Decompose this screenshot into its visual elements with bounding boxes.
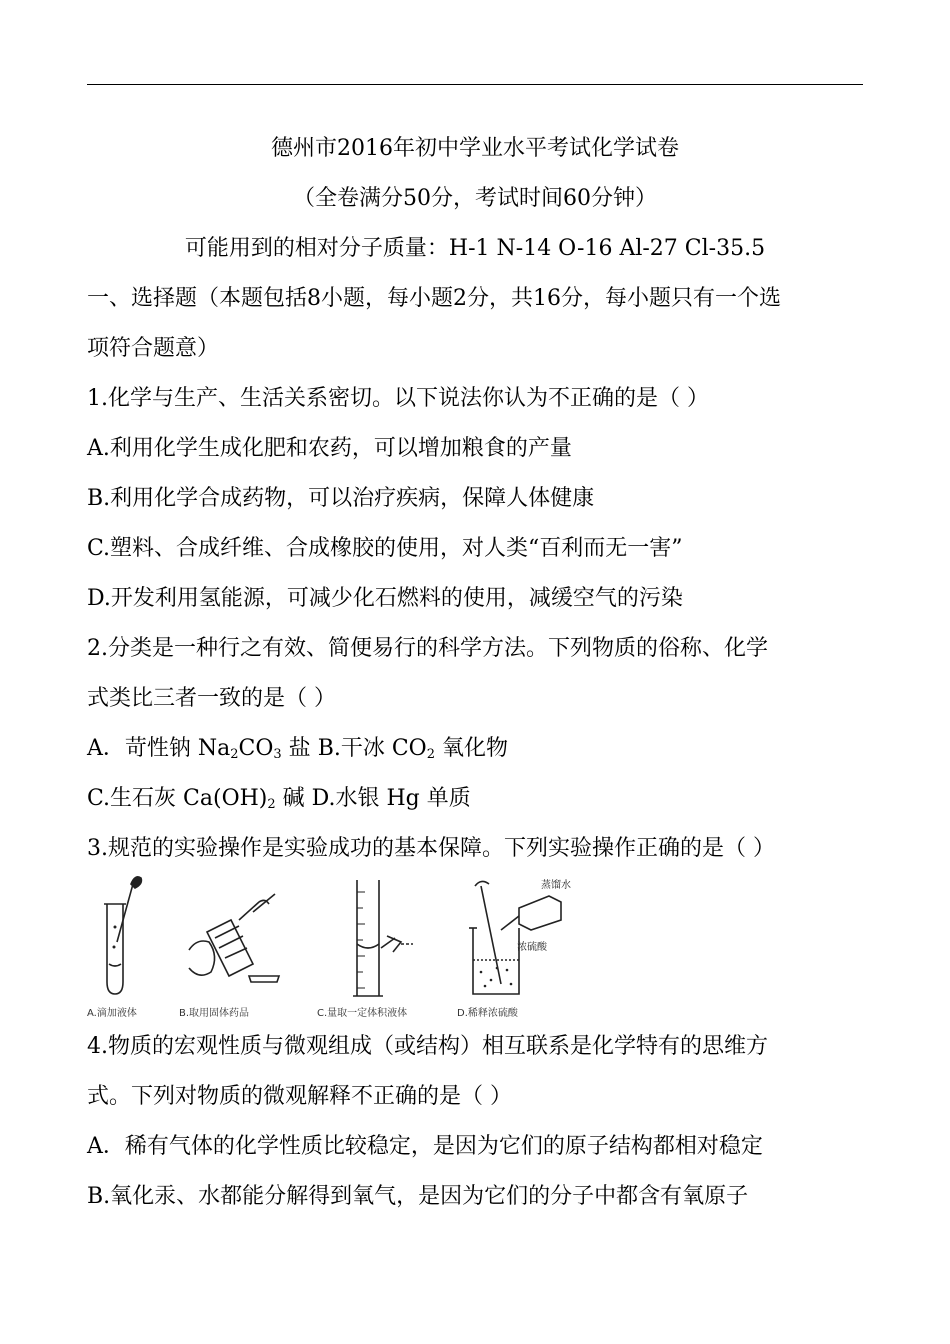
q4-option-b: B.氧化汞、水都能分解得到氧气，是因为它们的分子中都含有氧原子 [87,1184,749,1209]
q1-option-b: B.利用化学合成药物，可以治疗疾病，保障人体健康 [87,486,595,511]
relative-masses: 可能用到的相对分子质量：H-1 N-14 O-16 Al-27 Cl-35.5 [184,236,766,261]
q1-option-d: D.开发利用氢能源，可减少化石燃料的使用，减缓空气的污染 [87,586,683,611]
fig-a-dropping-liquid [87,872,175,1022]
q2-option-b: B.干冰 $CO_2$ 氧化物 [317,736,508,762]
fig-c-measuring-liquid [317,872,427,1022]
header-rule [87,84,863,85]
section-heading-line1: 一、选择题（本题包括8小题，每小题2分，共16分，每小题只有一个选 [87,286,781,311]
beaker-dilution-illustration [457,872,577,1002]
q1-stem: 1.化学与生产、生活关系密切。以下说法你认为不正确的是（ ） [87,386,709,411]
label-concentrated-acid: 浓硫酸 [517,942,547,953]
q2-option-d: D.水银 Hg 单质 [311,786,471,811]
fig-d-diluting-acid [457,872,577,1022]
hand-bottle-illustration [179,872,289,1002]
fig-d-caption: D.稀释浓硫酸 [457,1008,518,1019]
q2-options-cd [87,783,867,821]
fig-b-caption: B.取用固体药品 [179,1008,250,1019]
q3-figures [87,872,571,1022]
q1-option-a: A.利用化学生成化肥和农药，可以增加粮食的产量 [87,436,572,461]
q2-option-a: A．苛性钠 $Na_2CO_3$ 盐 [87,736,318,762]
q4-stem-line2: 式。下列对物质的微观解释不正确的是（ ） [87,1084,512,1109]
graduated-cylinder-illustration [317,872,427,1002]
fig-a-caption: A.滴加液体 [87,1008,137,1019]
fig-b-taking-solid [179,872,289,1022]
q4-stem-line1: 4.物质的宏观性质与微观组成（或结构）相互联系是化学特有的思维方 [87,1034,768,1059]
q2-options-ab [87,733,867,771]
q3-stem: 3.规范的实验操作是实验成功的基本保障。下列实验操作正确的是（ ） [87,836,775,861]
fig-c-caption: C.量取一定体积液体 [317,1008,408,1019]
dropper-test-tube-illustration [87,872,175,1002]
q2-stem-line1: 2.分类是一种行之有效、简便易行的科学方法。下列物质的俗称、化学 [87,636,768,661]
q2-stem-line2: 式类比三者一致的是（ ） [87,686,336,711]
q4-option-a: A．稀有气体的化学性质比较稳定，是因为它们的原子结构都相对稳定 [87,1134,763,1159]
q1-option-c: C.塑料、合成纤维、合成橡胶的使用，对人类“百利而无一害” [87,536,683,561]
exam-subtitle: （全卷满分50分，考试时间60分钟） [293,186,657,211]
exam-title: 德州市2016年初中学业水平考试化学试卷 [271,136,679,161]
label-distilled-water: 蒸馏水 [541,880,571,891]
q2-option-c: C.生石灰 $Ca(OH)_2$ 碱 [87,786,312,812]
section-heading-line2: 项符合题意） [87,336,220,361]
